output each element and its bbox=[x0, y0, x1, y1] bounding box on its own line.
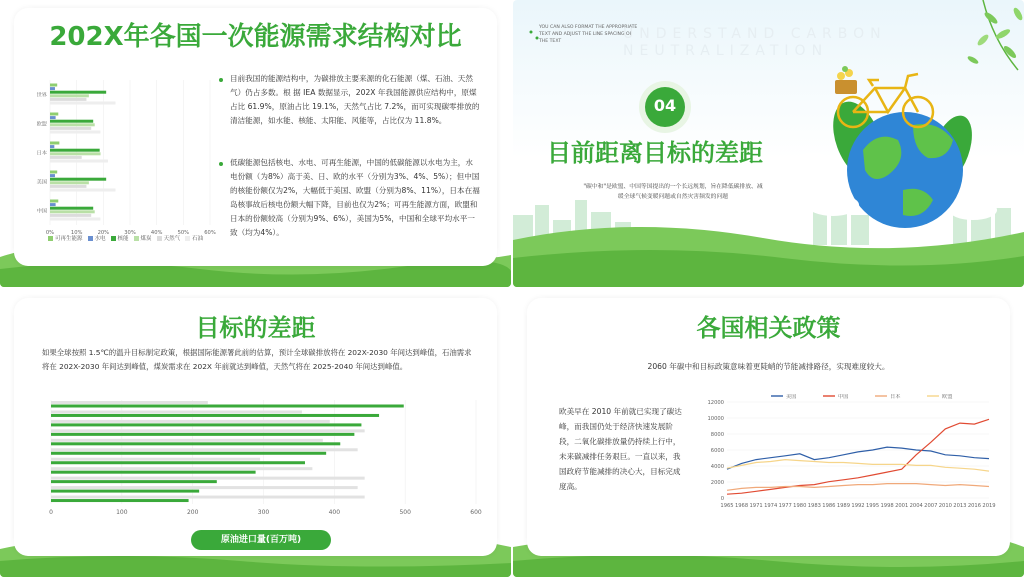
legend-oil: 石油 bbox=[185, 234, 203, 242]
flower-basket bbox=[835, 80, 857, 94]
x-tick-label: 10% bbox=[70, 230, 83, 236]
x-tick-label: 300 bbox=[257, 509, 270, 516]
chart-bar-green bbox=[51, 490, 199, 493]
x-tick-label: 2001 bbox=[895, 503, 909, 509]
slide-section-04[interactable] bbox=[513, 0, 1024, 287]
chart-bar-grey bbox=[51, 401, 208, 404]
chart-bar-grey bbox=[51, 458, 260, 461]
chart-bar-green bbox=[51, 461, 305, 464]
chart-bar bbox=[50, 214, 91, 217]
chart-bar-green bbox=[51, 499, 189, 502]
chart-bar bbox=[50, 142, 59, 145]
x-tick-label: 2016 bbox=[967, 503, 982, 509]
x-tick-label: 400 bbox=[328, 509, 341, 516]
chart-bar-green bbox=[51, 442, 340, 445]
chart-bar bbox=[50, 185, 86, 188]
x-tick-label: 1992 bbox=[851, 503, 865, 509]
globe-illustration bbox=[797, 95, 997, 228]
y-tick-label: 6000 bbox=[710, 448, 724, 454]
x-tick-label: 20% bbox=[97, 230, 110, 236]
chart-bar bbox=[50, 152, 101, 155]
legend-coal: 煤炭 bbox=[134, 234, 152, 242]
y-tick-label: 4000 bbox=[710, 464, 724, 470]
chart-bar bbox=[50, 178, 106, 181]
x-tick-label: 1980 bbox=[793, 503, 807, 509]
chart-bar-grey bbox=[51, 448, 358, 451]
y-tick-label: 世界 bbox=[36, 92, 47, 99]
emissions-line-chart bbox=[691, 394, 996, 519]
y-tick-label: 欧盟 bbox=[36, 121, 47, 128]
chart-bar-green bbox=[51, 405, 404, 408]
chart-bar-grey bbox=[51, 467, 312, 470]
chart-bar bbox=[50, 149, 100, 152]
x-tick-label: 2007 bbox=[924, 503, 938, 509]
paragraph-2: 低碳能源包括核电、水电、可再生能源，中国的低碳能源以水电为主，水电份额（为8%）高于美、日、欧的水平（分别为3%、4%、5%）；但中国的核能份额仅为2%，大幅低于美国、欧盟（分别为8%、11%），日本在福岛核事故后核电份额大幅下降，目前也仅为2%；可再生能源方面，欧盟和日本的份额较高（分别为9%、6%），美国为5%，中国和全球平均水平一致（均为4%）。 bbox=[230, 158, 480, 237]
x-tick-label: 1968 bbox=[734, 503, 749, 509]
chart-bar bbox=[50, 210, 95, 213]
y-tick-label: 美国 bbox=[36, 179, 47, 186]
bullet-dot bbox=[219, 78, 223, 82]
slide-energy-structure[interactable] bbox=[0, 0, 511, 287]
slide-title: 各国相关政策 bbox=[696, 314, 841, 342]
section-number: 04 bbox=[653, 96, 677, 115]
chart-bar bbox=[50, 127, 91, 130]
chart-bar bbox=[50, 123, 95, 126]
chart-bar bbox=[50, 160, 108, 163]
legend-renewable: 可再生能源 bbox=[48, 234, 83, 242]
series-line bbox=[727, 484, 989, 491]
chart-bar-green bbox=[51, 452, 326, 455]
policy-subtitle: 2060 年碳中和目标政策意味着更陡峭的节能减排路径，实现难度较大。 bbox=[647, 362, 890, 371]
section-title: 目前距离目标的差距 bbox=[547, 139, 763, 167]
chart-bar bbox=[50, 174, 55, 177]
chart-bar bbox=[50, 181, 89, 184]
x-tick-label: 50% bbox=[177, 230, 190, 236]
chart-bar-green bbox=[51, 433, 354, 436]
chart-bar bbox=[50, 116, 56, 119]
slide-national-policies[interactable] bbox=[513, 290, 1024, 577]
chart-bar-grey bbox=[51, 410, 302, 413]
chart-bar bbox=[50, 156, 82, 159]
y-tick-label: 0 bbox=[720, 496, 724, 502]
chart-bar bbox=[50, 87, 55, 90]
legend-nuclear: 核能 bbox=[111, 234, 129, 242]
legend-label: 欧盟 bbox=[942, 394, 953, 400]
x-tick-label: 40% bbox=[150, 230, 163, 236]
legend-gas: 天然气 bbox=[157, 234, 181, 242]
y-tick-label: 2000 bbox=[710, 480, 724, 486]
legend-label: 美国 bbox=[786, 394, 797, 400]
chart-bar bbox=[50, 203, 56, 206]
x-tick-label: 1983 bbox=[807, 503, 821, 509]
series-line bbox=[727, 419, 989, 494]
watermark-text: UNDERSTAND CARBON NEUTRALIZATION bbox=[623, 26, 887, 59]
leaves-decoration bbox=[967, 0, 1024, 70]
chart-bar-grey bbox=[51, 486, 358, 489]
chart-bar bbox=[50, 84, 57, 87]
y-tick-label: 12000 bbox=[707, 400, 724, 406]
legend-label: 日本 bbox=[890, 394, 901, 400]
chart-bar bbox=[50, 218, 100, 221]
x-tick-label: 600 bbox=[470, 509, 482, 516]
x-tick-label: 2019 bbox=[982, 503, 996, 509]
slide-target-gap[interactable] bbox=[0, 290, 511, 577]
chart-bar bbox=[50, 207, 93, 210]
chart-bar-grey bbox=[51, 496, 365, 499]
x-tick-label: 30% bbox=[124, 230, 136, 236]
chart-caption-pill: 原油进口量(百万吨) bbox=[191, 530, 331, 550]
x-tick-label: 2013 bbox=[953, 503, 967, 509]
chart-legend bbox=[48, 234, 203, 242]
policy-text: 欧美早在 2010 年前就已实现了碳达峰，而我国仍处于经济快速发展阶段，二氧化碳排放量仍持续上行中，未来碳减排任务艰巨。一直以来，我国政府节能减排的决心大，目标完成度高。 bbox=[559, 407, 682, 491]
bullet-dot bbox=[219, 162, 223, 166]
chart-bar-grey bbox=[51, 420, 330, 423]
chart-bar bbox=[50, 94, 89, 97]
x-tick-label: 60% bbox=[204, 230, 216, 236]
legend-hydro: 水电 bbox=[88, 234, 106, 242]
x-tick-label: 1995 bbox=[865, 503, 880, 509]
crude-import-bar-chart bbox=[40, 398, 490, 526]
x-tick-label: 0 bbox=[49, 509, 53, 516]
series-line bbox=[727, 460, 989, 472]
x-tick-label: 500 bbox=[399, 509, 411, 516]
x-tick-label: 1971 bbox=[749, 503, 763, 509]
x-tick-label: 1974 bbox=[764, 503, 778, 509]
x-tick-label: 200 bbox=[186, 509, 199, 516]
x-tick-label: 1986 bbox=[822, 503, 836, 509]
x-tick-label: 2004 bbox=[909, 503, 923, 509]
small-english-text: YOU CAN ALSO FORMAT THE APPROPRIATE TEXT AND ADJUST THE LINE SPACING OF THE TEXT bbox=[539, 25, 638, 44]
x-tick-label: 1977 bbox=[778, 503, 792, 509]
x-tick-label: 100 bbox=[116, 509, 128, 516]
chart-bar bbox=[50, 91, 106, 94]
chart-bar-grey bbox=[51, 429, 365, 432]
slide-title: 202X年各国一次能源需求结构对比 bbox=[49, 22, 462, 52]
chart-bar-green bbox=[51, 471, 256, 474]
chart-bar bbox=[50, 200, 58, 203]
y-tick-label: 10000 bbox=[707, 416, 724, 422]
x-tick-label: 0% bbox=[45, 230, 55, 236]
y-tick-label: 日本 bbox=[36, 150, 47, 157]
section-description: "碳中和"是欧盟、中国等国提出的一个长远规划，旨在降低碳排放、减缓全球气候变暖问题或自然灾害频发的问题 bbox=[583, 184, 763, 200]
chart-bar bbox=[50, 145, 54, 148]
chart-bar bbox=[50, 102, 116, 105]
y-tick-label: 8000 bbox=[710, 432, 724, 438]
x-tick-label: 1965 bbox=[720, 503, 734, 509]
y-tick-label: 中国 bbox=[36, 208, 47, 215]
x-tick-label: 1998 bbox=[880, 503, 894, 509]
chart-bar bbox=[50, 120, 93, 123]
chart-bar-grey bbox=[51, 477, 365, 480]
chart-bar bbox=[50, 171, 57, 174]
chart-bar bbox=[50, 131, 100, 134]
chart-bar bbox=[50, 113, 58, 116]
x-tick-label: 2010 bbox=[938, 503, 952, 509]
paragraph-1: 目前我国的能源结构中，为碳排放主要来源的化石能源（煤、石油、天然气）仍占多数。根 据 IEA 数据显示，202X 年我国能源供应结构中，原煤占比 61.9%，原油占比 19.1%，天然气占比 7.2%，而可实现碳零排放的清洁能源，如水能、核能、太阳能、风能等，占比仅为 11.8%。 bbox=[230, 74, 480, 125]
x-tick-label: 1989 bbox=[836, 503, 851, 509]
chart-bar-green bbox=[51, 480, 217, 483]
chart-bar bbox=[50, 189, 116, 192]
chart-bar-grey bbox=[51, 439, 323, 442]
gap-paragraph: 如果全球按照 1.5℃的温升目标制定政策，根据国际能源署此前的估算，预计全球碳排放将在 202X-2030 年间达到峰值，石油需求将在 202X-2030 年间达到峰值，煤炭需求在 202X 年前就达到峰值，天然气将在 2025-2040 年间达到峰值。 bbox=[42, 348, 472, 371]
slide-title: 目标的差距 bbox=[195, 314, 316, 342]
energy-bar-chart bbox=[28, 76, 218, 246]
chart-bar bbox=[50, 98, 86, 101]
chart-bar-green bbox=[51, 414, 379, 417]
chart-bar-green bbox=[51, 423, 361, 426]
legend-label: 中国 bbox=[838, 394, 849, 400]
